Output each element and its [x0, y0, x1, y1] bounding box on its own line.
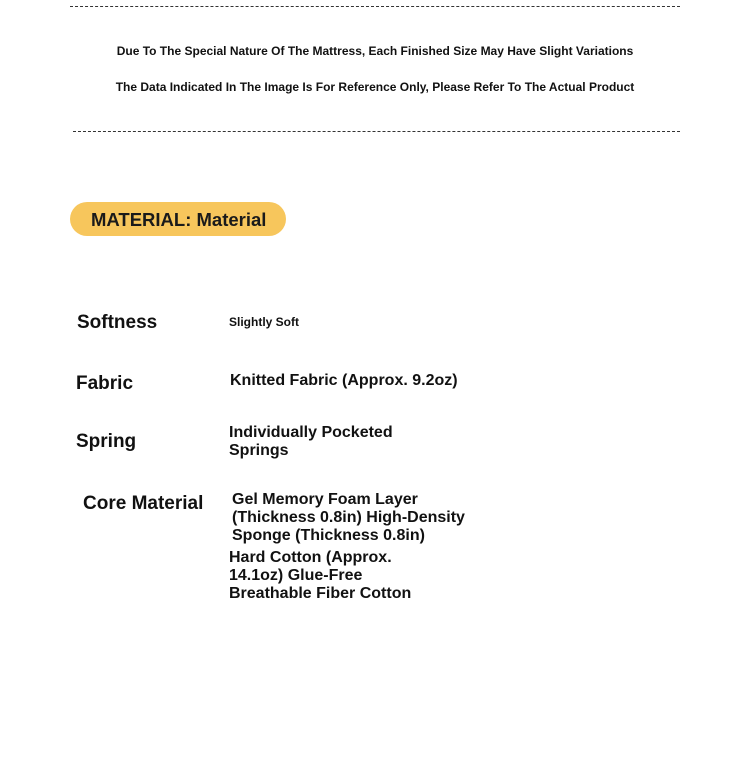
core-material-value-line: (Thickness 0.8in) High-Density [232, 509, 465, 526]
core-material-label: Core Material [83, 493, 204, 514]
fabric-label: Fabric [76, 373, 134, 394]
section-title: MATERIAL: Material [91, 209, 267, 230]
spring-value-line: Individually Pocketed [229, 424, 393, 441]
spring-value-line: Springs [229, 442, 289, 459]
core-material-value-line: 14.1oz) Glue-Free [229, 567, 363, 584]
core-material-value-line: Breathable Fiber Cotton [229, 585, 412, 602]
reference-only-note: The Data Indicated In The Image Is For Reference Only, Please Refer To The Actual Product [115, 80, 635, 94]
core-material-value-line: Hard Cotton (Approx. [229, 549, 392, 566]
bottom-divider [73, 131, 680, 132]
fabric-value-line: Knitted Fabric (Approx. 9.2oz) [230, 372, 458, 389]
softness-value [229, 313, 299, 331]
core-material-value-line: Gel Memory Foam Layer [232, 491, 418, 508]
core-material-value [232, 491, 465, 545]
core-material-value-line: Sponge (Thickness 0.8in) [232, 527, 425, 544]
spring-label: Spring [76, 431, 137, 452]
size-variation-note: Due To The Special Nature Of The Mattress, Each Finished Size May Have Slight Variations [116, 44, 634, 58]
core-material-value-2 [229, 549, 411, 603]
section-title-badge [70, 202, 286, 236]
softness-label: Softness [77, 312, 158, 333]
spring-value [229, 424, 393, 460]
fabric-value [230, 372, 458, 390]
softness-value-line: Slightly Soft [229, 315, 299, 329]
top-divider [70, 6, 680, 7]
